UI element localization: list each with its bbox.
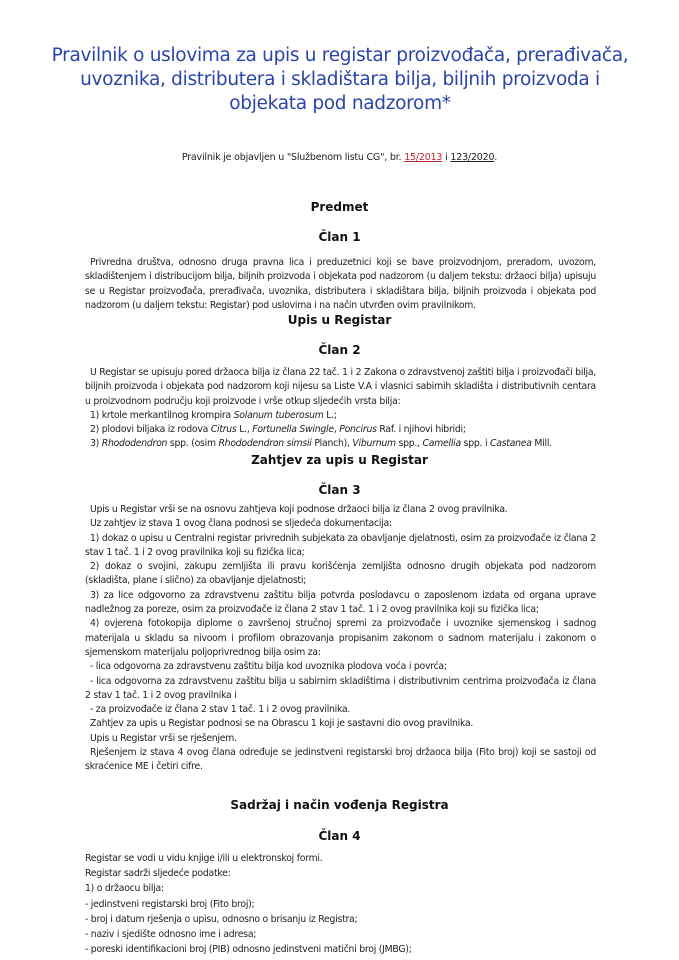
text-segment: L., — [236, 424, 253, 436]
text-segment: Planch), — [311, 438, 353, 450]
article-1-body — [85, 256, 596, 313]
species-name: Viburnum — [352, 438, 396, 450]
publication-middle: i — [442, 152, 451, 163]
paragraph: - za proizvođače iz člana 2 stav 1 tač. 1 i 2 ovog pravilnika. — [90, 704, 351, 716]
section-heading-sadrzaj: Sadržaj i način vođenja Registra — [230, 798, 449, 812]
article-heading-1: Član 1 — [318, 230, 361, 244]
article-3-body — [85, 503, 596, 775]
text-segment: spp. (osim — [167, 438, 219, 450]
line: Registar sadrži sljedeće podatke: — [85, 868, 231, 880]
line: 1) o držaocu bilja: — [85, 883, 164, 895]
paragraph: - lica odgovorna za zdravstvenu zaštitu bilja u sabirnim skladištima i distributivnim centrima proizvođača iz člana 2 stav 1 tač. 1 i 2 ovog pravilnika i — [85, 675, 596, 701]
paragraph: 4) ovjerena fotokopija diplome o završenoj stručnoj spremi za proizvođače i uvoznike sjemenskog i sadnog materijala u skladu sa nivoom i profilom obrazovanja propisanim zakonom o sadnom materijalu i zakonom o sjemenskom materijalu poljoprivrednog bilja osim za: — [85, 618, 596, 658]
document-title: Pravilnik o uslovima za upis u registar proizvođača, prerađivača, uvoznika, distributera i skladištara bilja, biljnih proizvoda i objekata pod nadzorom* — [51, 45, 629, 114]
species-name: Camellia — [422, 438, 461, 450]
line: - naziv i sjedište odnosno ime i adresa; — [85, 929, 257, 941]
species-name: Fortunella Swingle — [252, 424, 334, 436]
paragraph: 1) dokaz o upisu u Centralni registar privrednih subjekata za obavljanje djelatnosti, osim za proizvođače iz člana 2 stav 1 tač. 1 i 2 ovog pravilnika koji su fizička lica; — [85, 532, 596, 558]
paragraph: Zahtjev za upis u Registar podnosi se na Obrascu 1 koji je sastavni dio ovog pravilnika. — [90, 718, 474, 730]
article-heading-3: Član 3 — [318, 483, 361, 497]
paragraph: Rješenjem iz stava 4 ovog člana određuje se jedinstveni registarski broj držaoca bilja (Fito broj) koji se sastoji od skraćenice ME i četiri cifre. — [85, 747, 596, 773]
gazette-link-2020[interactable]: 123/2020 — [450, 152, 495, 163]
text-segment: 3) — [90, 438, 102, 450]
species-list — [85, 409, 596, 452]
publication-prefix: Pravilnik je objavljen u "Službenom listu CG", br. — [181, 152, 405, 163]
paragraph: U Registar se upisuju pored držaoca bilja iz člana 22 tač. 1 i 2 Zakona o zdravstvenoj zaštiti bilja i proizvođači bilja, biljnih proizvoda i objekata pod nadzorom koji nijesu sa Liste V.A i vlasnici sabirnih skladišta i distributivnih centara u proizvodnom području koji proizvode i vrše otkup sljedećih vrsta bilja: — [85, 367, 596, 407]
text-segment: spp. i — [460, 438, 491, 450]
species-name: Citrus — [210, 424, 237, 436]
paragraph: Upis u Registar vrši se na osnovu zahtjeva koji podnose držaoci bilja iz člana 2 ovog pravilnika. — [90, 504, 508, 515]
publication-suffix: . — [494, 152, 498, 163]
article-2-body — [85, 366, 596, 452]
text-segment: L.; — [323, 409, 337, 421]
text-segment: spp., — [395, 438, 423, 450]
publication-note — [0, 152, 679, 163]
line: - broj i datum rješenja o upisu, odnosno o brisanju iz Registra; — [85, 913, 358, 925]
paragraph: Privredna društva, odnosno druga pravna lica i preduzetnici koji se bave proizvodnjom, preradom, uvozom, skladištenjem i distribucijom bilja, biljnih proizvoda i objekata pod nadzorom (u daljem tekstu: držaoci bilja) upisuju se u Registar proizvođača, prerađivača, uvoznika, distributera i skladištara bilja, biljnih proizvoda i objekata pod nadzorom (u daljem tekstu: Registar) pod uslovima i na način utvrđen ovim pravilnikom. — [85, 257, 596, 311]
species-name: Castanea — [490, 438, 532, 450]
paragraph: Uz zahtjev iz stava 1 ovog člana podnosi se sljedeća dokumentacija: — [90, 518, 392, 530]
species-name: Solanum tuberosum — [233, 409, 324, 421]
text-segment: 2) plodovi biljaka iz rodova — [90, 424, 211, 436]
list-item — [85, 423, 596, 437]
species-name: Rhododendron simsii — [218, 438, 312, 450]
paragraph: - lica odgovorna za zdravstvenu zaštitu bilja kod uvoznika plodova voća i povrća; — [90, 661, 447, 673]
text-segment: 1) krtole merkantilnog krompira — [90, 409, 234, 421]
list-item — [85, 409, 596, 423]
paragraph: 3) za lice odgovorno za zdravstvenu zaštitu bilja potvrda poslodavcu o zaposlenom izdata od organa uprave nadležnog za poreze, osim za proizvođače iz člana 2 stav 1 tač. 1 i 2 ovog pravilnika koji su fizička lica; — [85, 589, 596, 616]
list-item — [85, 437, 596, 451]
species-name: Poncirus — [339, 424, 377, 436]
section-heading-zahtjev: Zahtjev za upis u Registar — [251, 453, 428, 467]
line: - poreski identifikacioni broj (PIB) odnosno jedinstveni matični broj (JMBG); — [85, 944, 412, 956]
section-heading-predmet: Predmet — [310, 200, 369, 214]
section-heading-upis: Upis u Registar — [287, 313, 392, 327]
article-heading-4: Član 4 — [318, 829, 361, 843]
article-4-body — [85, 851, 596, 957]
text-segment: Mill. — [531, 438, 552, 450]
text-segment: , — [333, 424, 340, 436]
text-segment: Raf. i njihovi hibridi; — [376, 424, 466, 436]
species-name: Rhododendron — [101, 438, 168, 450]
gazette-link-2013[interactable]: 15/2013 — [404, 152, 443, 163]
paragraph: 2) dokaz o svojini, zakupu zemljišta ili pravu korišćenja zemljišta odnosno drugih objekata pod nadzorom (skladišta, plane i slično) za obavljanje djelatnosti; — [85, 561, 596, 587]
article-heading-2: Član 2 — [318, 343, 361, 357]
line: Registar se vodi u vidu knjige i/ili u elektronskoj formi. — [85, 853, 323, 864]
line: - jedinstveni registarski broj (Fito broj); — [85, 898, 255, 910]
paragraph: Upis u Registar vrši se rješenjem. — [90, 732, 237, 744]
